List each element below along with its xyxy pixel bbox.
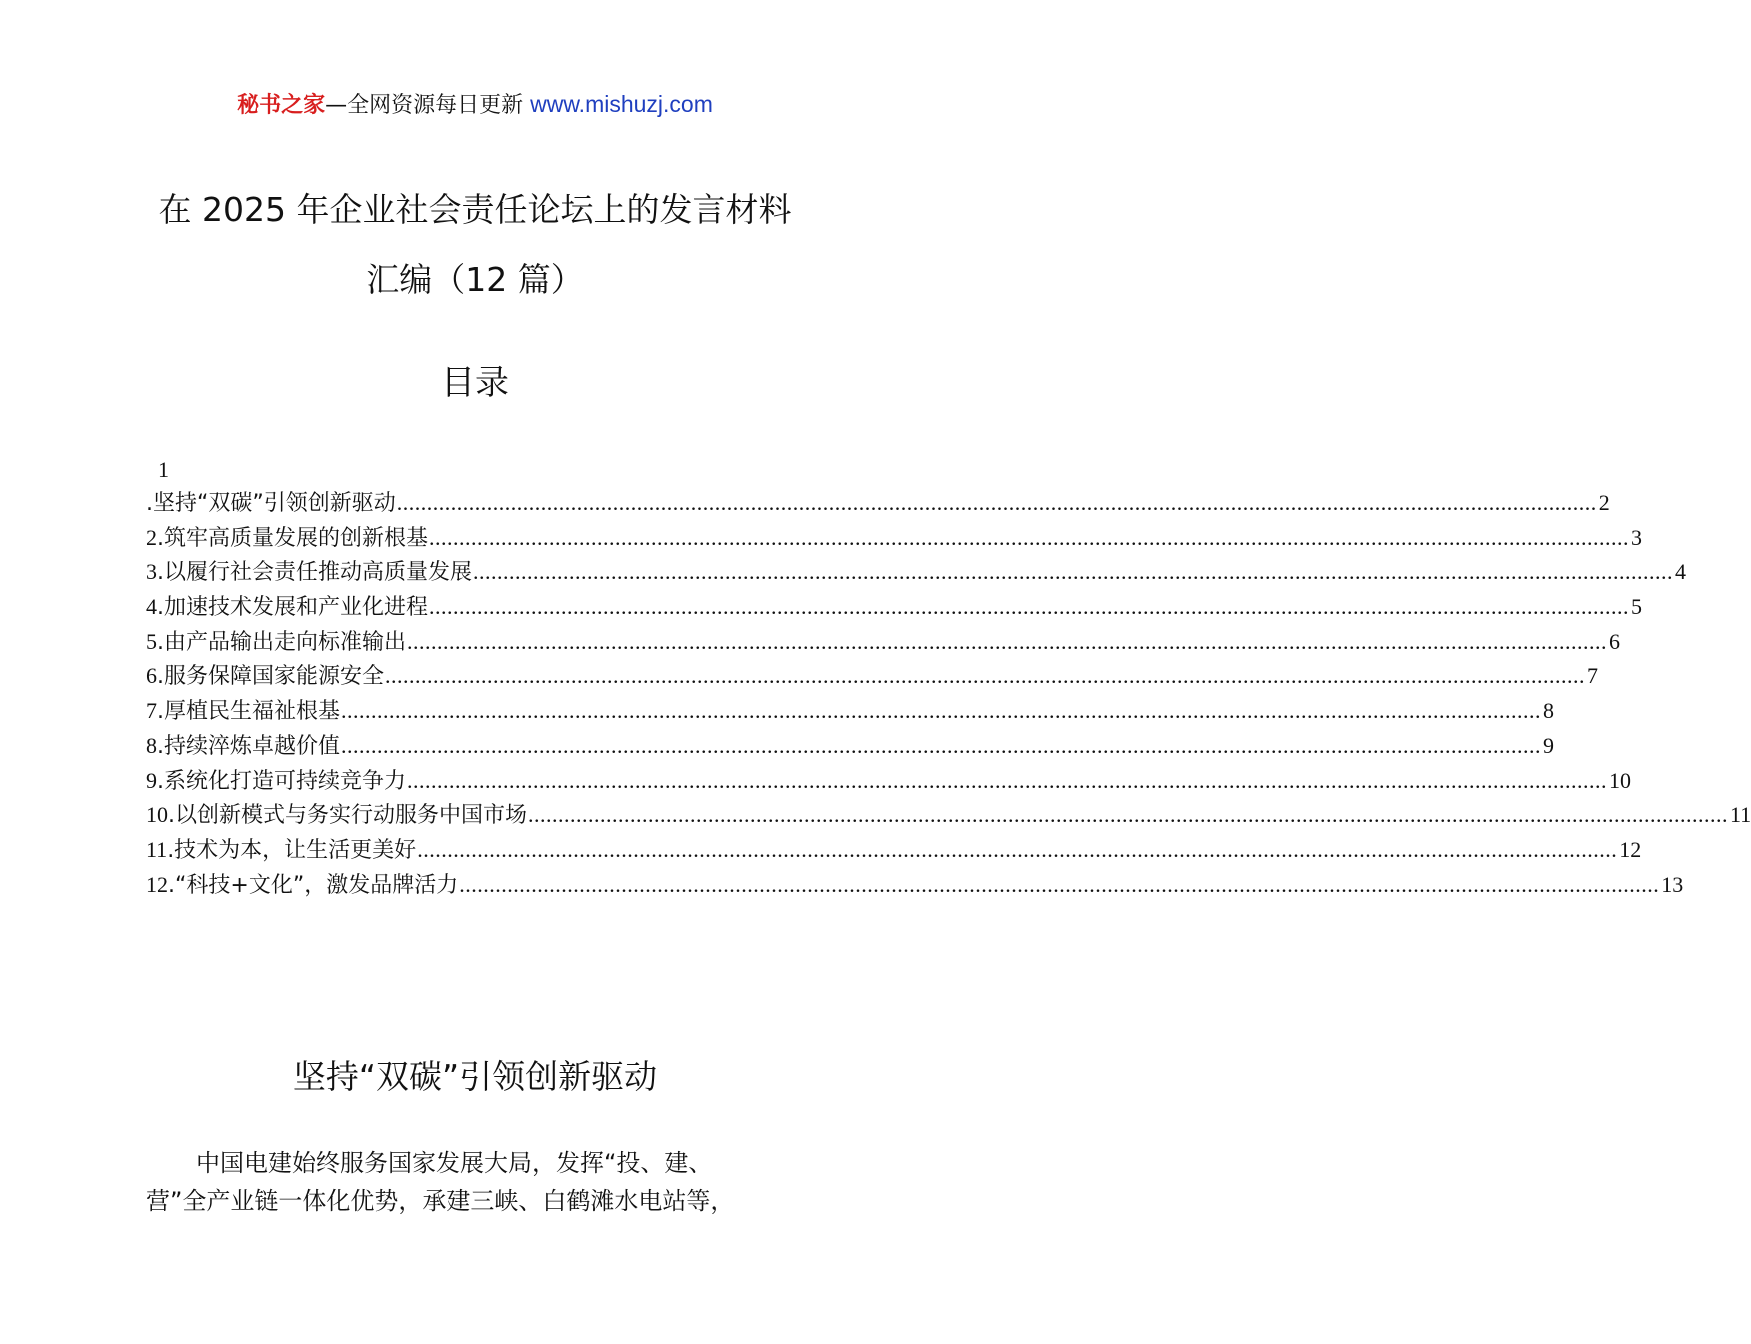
toc-dot-leader: ........................................................................................................................................................................................................ [429, 524, 1629, 550]
toc-entry-title [146, 661, 384, 692]
toc-page-number: 12 [1619, 836, 1642, 862]
toc-dot-leader: ........................................................................................................................................................................................................ [429, 594, 1629, 620]
toc-entry-title [146, 489, 396, 519]
toc-entry-text: .以履行社会责任推动高质量发展 [157, 560, 472, 586]
toc-page-number: 6 [1609, 628, 1620, 654]
toc-entry[interactable] [146, 592, 1642, 627]
toc-page-number: 11 [1730, 802, 1751, 828]
toc-entry[interactable] [146, 731, 1554, 766]
toc-entry-text: .坚持“双碳”引领创新驱动 [146, 491, 396, 516]
toc-dot-leader: ........................................................................................................................................................................................................ [473, 559, 1673, 585]
toc-entry-number: 8 [146, 732, 157, 758]
header-tagline: —全网资源每日更新 [325, 93, 531, 118]
toc-entry-text: .由产品输出走向标准输出 [157, 629, 406, 655]
brand-name: 秘书之家 [237, 93, 326, 118]
toc-entry-number: 6 [146, 663, 157, 689]
toc-entry-text: .厚植民生福祉根基 [157, 699, 340, 725]
toc-dot-leader: ........................................................................................................................................................................................................ [528, 802, 1728, 828]
body-paragraph [146, 1144, 806, 1220]
toc-dot-leader: ........................................................................................................................................................................................................ [459, 871, 1660, 897]
toc-entry-title [146, 835, 416, 866]
toc-entry[interactable] [146, 800, 1751, 835]
toc-dot-leader: ........................................................................................................................................................................................................ [341, 732, 1541, 758]
toc-entry-title [146, 870, 458, 901]
paragraph-line: 中国电建始终服务国家发展大局，发挥“投、建、 [196, 1149, 713, 1177]
table-of-contents [146, 488, 1751, 904]
toc-entry[interactable] [146, 488, 1610, 523]
toc-page-number: 10 [1609, 767, 1631, 793]
toc-entry-title [146, 557, 472, 588]
toc-entry-number: 7 [146, 698, 157, 724]
toc-dot-leader: ........................................................................................................................................................................................................ [407, 628, 1607, 654]
toc-page-number: 3 [1631, 524, 1642, 550]
document-title-line-1: 在 2025 年企业社会责任论坛上的发言材料 [158, 190, 792, 229]
toc-page-number: 5 [1631, 594, 1642, 620]
site-header [0, 88, 950, 122]
toc-entry[interactable] [146, 523, 1642, 558]
toc-entry[interactable] [146, 696, 1554, 731]
toc-heading: 目录 [441, 363, 509, 403]
toc-dot-leader: ........................................................................................................................................................................................................ [385, 663, 1585, 689]
toc-dot-leader: ........................................................................................................................................................................................................ [341, 698, 1541, 724]
document-title-line-2: 汇编（12 篇） [366, 260, 584, 299]
toc-entry-text: .服务保障国家能源安全 [157, 664, 384, 690]
toc-entry-text: .“科技+文化”，激发品牌活力 [168, 872, 459, 898]
toc-page-number: 2 [1598, 490, 1610, 515]
toc-entry-number: 10 [146, 802, 168, 828]
toc-entry-title [146, 592, 428, 623]
toc-dot-leader: ........................................................................................................................................................................................................ [396, 490, 1597, 515]
toc-page-number: 7 [1587, 663, 1598, 689]
toc-dot-leader: ........................................................................................................................................................................................................ [417, 836, 1618, 862]
toc-entry-number: 2 [146, 524, 157, 550]
toc-entry-number: 4 [146, 594, 157, 620]
toc-dot-leader: ........................................................................................................................................................................................................ [407, 767, 1607, 793]
toc-entry[interactable] [146, 870, 1684, 905]
paragraph-line: 营”全产业链一体化优势，承建三峡、白鹤滩水电站等， [146, 1187, 735, 1215]
toc-entry-title [146, 523, 428, 554]
toc-entry-text: .持续淬炼卓越价值 [157, 733, 340, 759]
toc-page-number: 13 [1661, 871, 1684, 897]
toc-page-number: 4 [1675, 559, 1686, 585]
toc-entry-text: .系统化打造可持续竞争力 [157, 768, 406, 794]
toc-entry-title [146, 766, 406, 797]
toc-entry[interactable] [146, 835, 1642, 870]
site-url-link[interactable]: www.mishuzj.com [530, 91, 713, 117]
toc-entry-title [146, 696, 340, 727]
toc-entry-number: 11 [146, 836, 168, 862]
toc-entry[interactable] [146, 661, 1598, 696]
toc-entry-title [146, 731, 340, 762]
toc-entry-text: .加速技术发展和产业化进程 [157, 595, 428, 621]
toc-entry-number: 12 [146, 871, 168, 897]
toc-entry[interactable] [146, 557, 1686, 592]
toc-entry-text: .技术为本，让生活更美好 [167, 837, 417, 863]
toc-entry-text: .筑牢高质量发展的创新根基 [157, 525, 428, 551]
toc-first-number: 1 [158, 457, 169, 482]
toc-entry-text: .以创新模式与务实行动服务中国市场 [168, 803, 527, 829]
toc-entry-title [146, 627, 406, 658]
toc-entry-title [146, 800, 527, 831]
toc-page-number: 8 [1543, 698, 1554, 724]
toc-entry[interactable] [146, 627, 1620, 662]
toc-entry-number: 5 [146, 628, 157, 654]
toc-entry-number: 3 [146, 559, 157, 585]
toc-entry[interactable] [146, 766, 1631, 801]
toc-entry-number: 9 [146, 767, 157, 793]
toc-page-number: 9 [1543, 732, 1554, 758]
section-title: 坚持“双碳”引领创新驱动 [292, 1057, 658, 1096]
